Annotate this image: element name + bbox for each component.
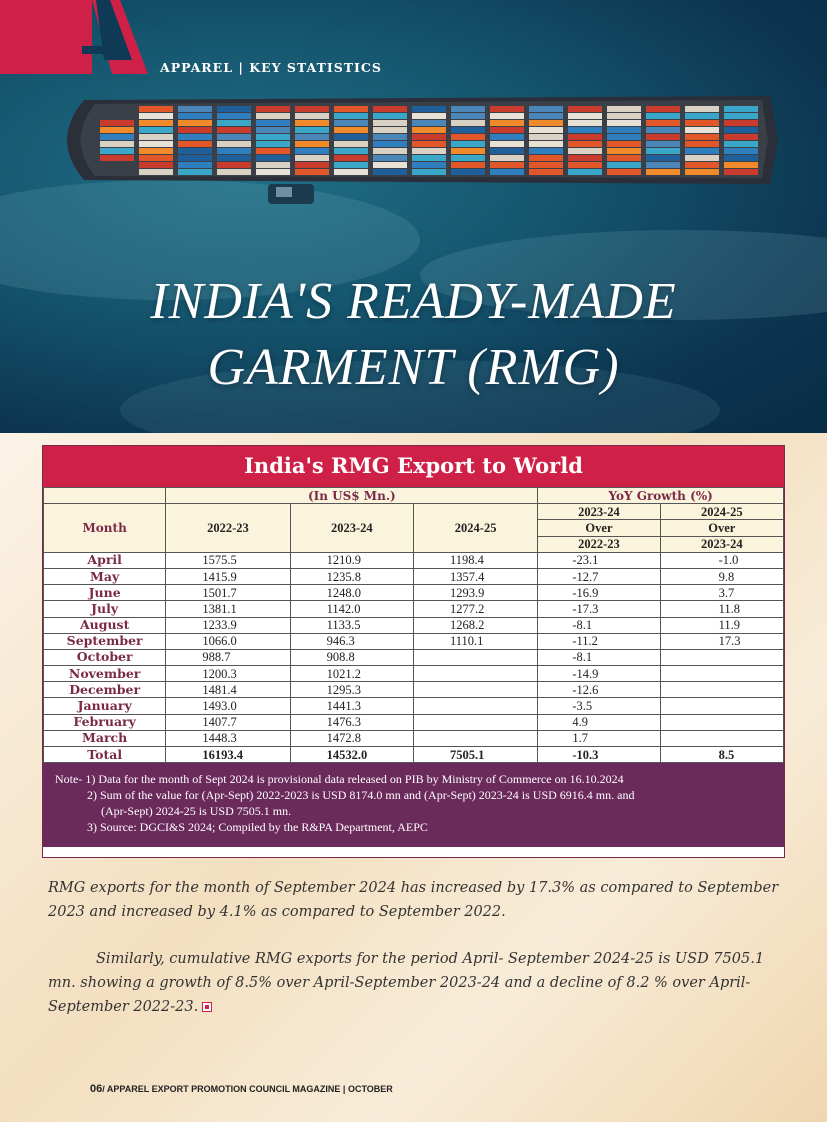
body-paragraph-2 [48, 947, 783, 1019]
growth-cell: -8.1 [538, 649, 660, 665]
value-cell: 1415.9 [166, 568, 290, 584]
growth-cell: 3.7 [660, 585, 783, 601]
total-label: Total [44, 747, 166, 763]
growth-cell: 11.8 [660, 601, 783, 617]
value-cell: 1493.0 [166, 698, 290, 714]
value-cell: 1210.9 [290, 552, 413, 568]
value-cell: 1233.9 [166, 617, 290, 633]
growth-cell: 4.9 [538, 714, 660, 730]
value-cell [413, 730, 537, 746]
corner-cell [44, 488, 166, 504]
value-cell: 1142.0 [290, 601, 413, 617]
table-row [44, 682, 784, 698]
growth-cell: -17.3 [538, 601, 660, 617]
month-cell: March [44, 730, 166, 746]
value-cell: 1021.2 [290, 666, 413, 682]
growth-header-top: 2023-24 [538, 504, 660, 520]
value-cell [413, 698, 537, 714]
growth-cell: -3.5 [538, 698, 660, 714]
growth-cell: 11.9 [660, 617, 783, 633]
month-cell: November [44, 666, 166, 682]
growth-cell: -11.2 [538, 633, 660, 649]
table-row [44, 633, 784, 649]
growth-label: YoY Growth (%) [538, 488, 784, 504]
growth-cell: -1.0 [660, 552, 783, 568]
value-cell: 1476.3 [290, 714, 413, 730]
total-growth: 8.5 [660, 747, 783, 763]
body-paragraph-2-text: Similarly, cumulative RMG exports for the period April- September 2024-25 is USD 7505.1 mn. showing a growth of 8.5% over April-September 2023-24 and a decline of 8.2 % over April-September 2022-23. [48, 951, 765, 1015]
value-cell: 1268.2 [413, 617, 537, 633]
growth-header-mid: Over [538, 520, 660, 536]
month-cell: December [44, 682, 166, 698]
table-row [44, 730, 784, 746]
total-value: 7505.1 [413, 747, 537, 763]
rmg-export-table-panel [42, 445, 785, 858]
value-cell [413, 714, 537, 730]
growth-cell: 17.3 [660, 633, 783, 649]
growth-cell: -16.9 [538, 585, 660, 601]
month-cell: April [44, 552, 166, 568]
table-notes [43, 763, 784, 847]
year-header: 2023-24 [290, 504, 413, 553]
table-row [44, 617, 784, 633]
growth-cell: -14.9 [538, 666, 660, 682]
section-kicker: APPAREL | KEY STATISTICS [160, 60, 382, 75]
value-cell: 1357.4 [413, 568, 537, 584]
growth-cell: -12.6 [538, 682, 660, 698]
value-cell: 1448.3 [166, 730, 290, 746]
rmg-export-table [43, 487, 784, 763]
value-cell [413, 666, 537, 682]
hero-banner [0, 0, 827, 433]
page-title-line1: INDIA'S READY-MADE [150, 273, 677, 330]
end-of-article-icon [202, 1002, 212, 1012]
note-line: Note- 1) Data for the month of Sept 2024 is provisional data released on PIB by Ministry of Commerce on 16.10.2024 [55, 772, 624, 787]
month-cell: February [44, 714, 166, 730]
table-row [44, 601, 784, 617]
growth-cell: 1.7 [538, 730, 660, 746]
value-cell: 1295.3 [290, 682, 413, 698]
value-cell: 1293.9 [413, 585, 537, 601]
value-cell: 1133.5 [290, 617, 413, 633]
table-title: India's RMG Export to World [43, 446, 784, 487]
value-cell: 1501.7 [166, 585, 290, 601]
page-title-line2: GARMENT (RMG) [207, 339, 620, 396]
value-cell: 946.3 [290, 633, 413, 649]
value-cell: 1235.8 [290, 568, 413, 584]
value-cell: 1248.0 [290, 585, 413, 601]
month-cell: January [44, 698, 166, 714]
total-value: 14532.0 [290, 747, 413, 763]
growth-header-mid: Over [660, 520, 783, 536]
year-header: 2022-23 [166, 504, 290, 553]
unit-label: (In US$ Mn.) [166, 488, 538, 504]
growth-header-bottom: 2022-23 [538, 536, 660, 552]
value-cell [413, 649, 537, 665]
growth-cell: -23.1 [538, 552, 660, 568]
value-cell: 1575.5 [166, 552, 290, 568]
value-cell: 1110.1 [413, 633, 537, 649]
value-cell: 1200.3 [166, 666, 290, 682]
month-cell: October [44, 649, 166, 665]
body-paragraph-1: RMG exports for the month of September 2024 has increased by 17.3% as compared to September 2023 and increased by 4.1% as compared to September 2022. [48, 880, 779, 920]
value-cell: 1407.7 [166, 714, 290, 730]
month-cell: August [44, 617, 166, 633]
year-header: 2024-25 [413, 504, 537, 553]
value-cell: 908.8 [290, 649, 413, 665]
table-row [44, 698, 784, 714]
month-header: Month [44, 504, 166, 553]
table-row [44, 666, 784, 682]
growth-header-top: 2024-25 [660, 504, 783, 520]
table-row [44, 714, 784, 730]
growth-cell [660, 730, 783, 746]
value-cell [413, 682, 537, 698]
value-cell: 1277.2 [413, 601, 537, 617]
value-cell: 1198.4 [413, 552, 537, 568]
magazine-logo [0, 0, 148, 74]
month-cell: July [44, 601, 166, 617]
month-cell: September [44, 633, 166, 649]
footer-text: / APPAREL EXPORT PROMOTION COUNCIL MAGAZINE | OCTOBER [102, 1084, 393, 1094]
table-row [44, 649, 784, 665]
growth-cell: -12.7 [538, 568, 660, 584]
growth-header-bottom: 2023-24 [660, 536, 783, 552]
note-line: 3) Source: DGCI&S 2024; Compiled by the R&PA Department, AEPC [87, 820, 428, 835]
value-cell: 1481.4 [166, 682, 290, 698]
total-growth: -10.3 [538, 747, 660, 763]
month-cell: June [44, 585, 166, 601]
value-cell: 1381.1 [166, 601, 290, 617]
growth-cell [660, 682, 783, 698]
growth-cell [660, 714, 783, 730]
value-cell: 1441.3 [290, 698, 413, 714]
table-total-row [44, 747, 784, 763]
table-row [44, 585, 784, 601]
value-cell: 988.7 [166, 649, 290, 665]
page-number: 06 [90, 1083, 103, 1095]
growth-cell: 9.8 [660, 568, 783, 584]
value-cell: 1472.8 [290, 730, 413, 746]
growth-cell [660, 649, 783, 665]
growth-cell [660, 698, 783, 714]
total-value: 16193.4 [166, 747, 290, 763]
growth-cell: -8.1 [538, 617, 660, 633]
table-row [44, 552, 784, 568]
growth-cell [660, 666, 783, 682]
page-footer [90, 1083, 393, 1095]
month-cell: May [44, 568, 166, 584]
note-line: 2) Sum of the value for (Apr-Sept) 2022-2023 is USD 8174.0 mn and (Apr-Sept) 2023-24 is USD 6916.4 mn. and [87, 788, 635, 803]
note-line: (Apr-Sept) 2024-25 is USD 7505.1 mn. [101, 804, 292, 819]
table-row [44, 568, 784, 584]
value-cell: 1066.0 [166, 633, 290, 649]
